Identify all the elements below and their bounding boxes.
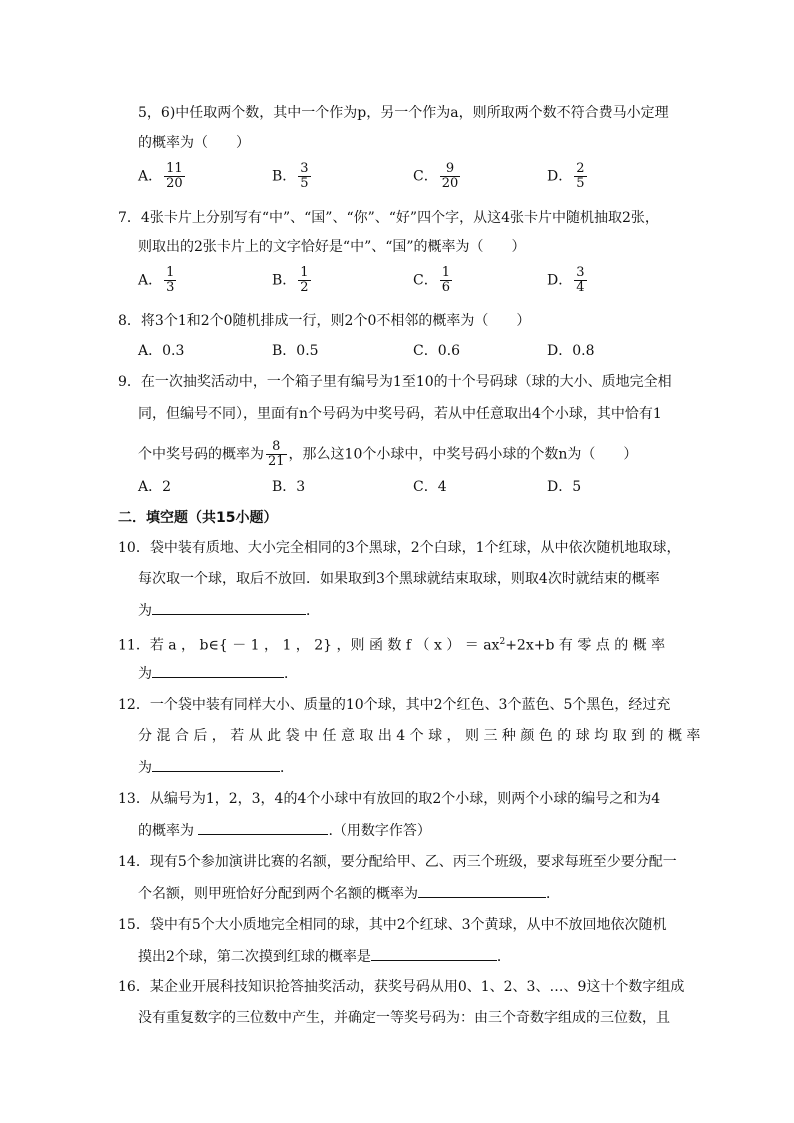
- fraction: $\frac{2}{5}$: [576, 161, 585, 191]
- q9-text-line3: 个中奖号码的概率为 $\frac{8}{21}$ ，那么这10个小球中，中奖号码小球的个数n为（ ）: [138, 439, 638, 469]
- q6-option-c: C． $\frac{9}{20}$: [413, 161, 459, 191]
- q11-text-line2: 为 ．: [138, 663, 298, 684]
- fraction: $\frac{11}{20}$: [166, 161, 183, 191]
- answer-blank[interactable]: [371, 946, 497, 961]
- q10-text-line1: 10．袋中装有质地、大小完全相同的3个黑球，2个白球，1个红球，从中依次随机地取球，: [118, 540, 681, 556]
- q9-option-d: D．5: [547, 479, 582, 495]
- q12-text-line1: 12．一个袋中装有同样大小、质量的10个球，其中2个红色、3个蓝色、5个黑色，经过充: [118, 697, 671, 713]
- q12-text-line3: 为 ．: [138, 757, 294, 778]
- fraction: $\frac{3}{4}$: [576, 265, 585, 295]
- q9-option-b: B．3: [272, 479, 306, 495]
- q7-option-a: A． $\frac{1}{3}$: [138, 265, 175, 295]
- q9-text-line1: 9．在一次抽奖活动中，一个箱子里有编号为1至10的十个号码球（球的大小、质地完全相: [118, 374, 672, 390]
- fraction: $\frac{1}{6}$: [441, 265, 450, 295]
- q12-text-line2: 分 混 合 后 ， 若 从 此 袋 中 任 意 取 出 4 个 球 ， 则 三 种 颜 色 的 球 均 取 到 的 概 率: [138, 728, 701, 744]
- q8-option-c: C．0.6: [413, 343, 460, 359]
- q8-option-a: A．0.3: [138, 343, 185, 359]
- answer-blank[interactable]: [152, 663, 284, 678]
- q9-text-line2: 同，但编号不同），里面有n个号码为中奖号码，若从中任意取出4个小球，其中恰有1: [138, 406, 662, 422]
- fraction: $\frac{8}{21}$: [268, 439, 285, 469]
- q14-text-line1: 14．现有5个参加演讲比赛的名额，要分配给甲、乙、丙三个班级，要求每班至少要分配一: [118, 854, 677, 870]
- section-heading: 二．填空题（共15小题）: [118, 510, 278, 526]
- q8-option-d: D．0.8: [547, 343, 595, 359]
- q6-text-line1: 5，6)中任取两个数，其中一个作为p，另一个作为a，则所取两个数不符合费马小定理: [138, 105, 669, 121]
- q13-text-line2: 的概率为 .（用数字作答）: [138, 820, 431, 841]
- q13-text-line1: 13．从编号为1，2，3，4的4个小球中有放回的取2个小球，则两个小球的编号之和为4: [118, 791, 661, 807]
- q14-text-line2: 个名额，则甲班恰好分配到两个名额的概率为 ．: [138, 883, 560, 904]
- q6-option-b: B． $\frac{3}{5}$: [272, 161, 309, 191]
- q6-option-a: A． $\frac{11}{20}$: [138, 161, 183, 191]
- q8-option-b: B．0.5: [272, 343, 319, 359]
- q8-text-line1: 8．将3个1和2个0随机排成一行，则2个0不相邻的概率为（ ）: [118, 313, 531, 329]
- q9-option-c: C．4: [413, 479, 447, 495]
- fraction: $\frac{1}{3}$: [166, 265, 175, 295]
- answer-blank[interactable]: [418, 883, 546, 898]
- answer-blank[interactable]: [198, 820, 328, 835]
- fraction: $\frac{1}{2}$: [300, 265, 309, 295]
- q7-option-d: D． $\frac{3}{4}$: [547, 265, 585, 295]
- q16-text-line1: 16．某企业开展科技知识抢答抽奖活动，获奖号码从用0、1、2、3、…、9这十个数字组成: [118, 979, 685, 995]
- q15-text-line2: 摸出2个球，第二次摸到红球的概率是 ．: [138, 946, 511, 967]
- q7-option-b: B． $\frac{1}{2}$: [272, 265, 309, 295]
- q11-text-line1: 11．若 a ， b∈{ － 1 ， 1 ， 2} ，则 函 数 f （ x ） ＝ $ax^2+2x+b$ 有 零 点 的 概 率: [118, 637, 666, 654]
- q7-text-line1: 7．4张卡片上分别写有“中”、“国”、“你”、“好”四个字，从这4张卡片中随机抽取2张，: [118, 210, 659, 226]
- q7-text-line2: 则取出的2张卡片上的文字恰好是“中”、“国”的概率为（ ）: [138, 239, 526, 255]
- q10-text-line2: 每次取一个球，取后不放回．如果取到3个黑球就结束取球，则取4次时就结束的概率: [138, 571, 660, 587]
- q10-text-line3: 为 ．: [138, 600, 320, 621]
- fraction: $\frac{3}{5}$: [300, 161, 309, 191]
- answer-blank[interactable]: [152, 757, 280, 772]
- q7-option-c: C． $\frac{1}{6}$: [413, 265, 450, 295]
- answer-blank[interactable]: [152, 600, 306, 615]
- q6-text-line2: 的概率为（ ）: [138, 135, 250, 151]
- q16-text-line2: 没有重复数字的三位数中产生，并确定一等奖号码为：由三个奇数字组成的三位数，且: [138, 1010, 670, 1026]
- q15-text-line1: 15．袋中有5个大小质地完全相同的球，其中2个红球、3个黄球，从中不放回地依次随机: [118, 917, 667, 933]
- fraction: $\frac{9}{20}$: [441, 161, 459, 191]
- q9-option-a: A．2: [138, 479, 172, 495]
- q6-option-d: D． $\frac{2}{5}$: [547, 161, 585, 191]
